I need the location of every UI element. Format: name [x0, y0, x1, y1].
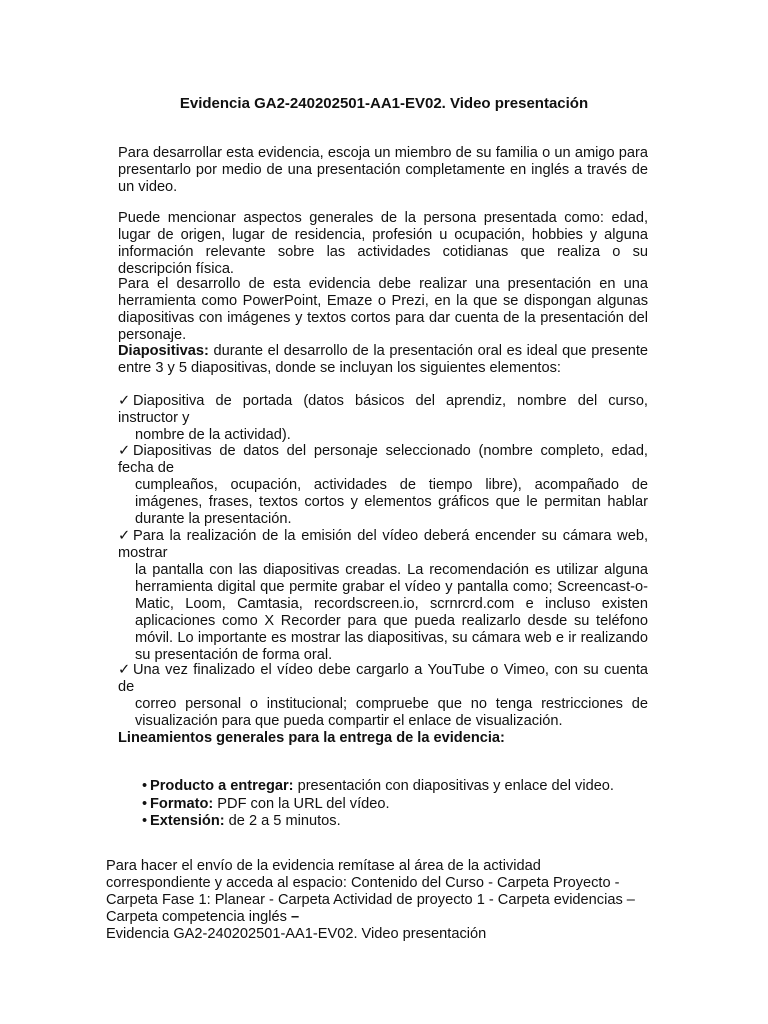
checklist-item — [118, 528, 648, 664]
checklist-item-rest: nombre de la actividad). — [135, 427, 291, 443]
checklist-item-rest: la pantalla con las diapositivas creadas. La recomendación es utilizar alguna herramienta digital que permite grabar el vídeo y pantalla como; Screencast-o-Matic, Loom, Camtasia, recordscreen.io, scrnrcrd.com e incluso existen aplicaciones como X Recorder para que pueda realizarlo desde su teléfono móvil. Lo importante es mostrar las diapositivas, su cámara web e ir realizando su presentación de forma oral. — [135, 562, 648, 663]
bullet-text: de 2 a 5 minutos. — [224, 813, 341, 829]
checklist-item-first-line: Diapositivas de datos del personaje seleccionado (nombre completo, edad, fecha de — [118, 443, 648, 476]
deliverables-list — [142, 778, 614, 831]
footer-text: Para hacer el envío de la evidencia remítase al área de la actividad correspondiente y acceda al espacio: Contenido del Curso - Carpeta Proyecto - Carpeta Fase 1: Planear - Carpeta Actividad de proyecto 1 - Carpeta evidencias – Carpeta competencia inglés — [106, 858, 635, 925]
tool-paragraph: Para el desarrollo de esta evidencia debe realizar una presentación en una herramienta como PowerPoint, Emaze o Prezi, en la que se dispongan algunas diapositivas con imágenes y textos cortos para dar cuenta de la presentación del personaje. — [118, 276, 648, 343]
diapositivas-label: Diapositivas: — [118, 343, 209, 359]
checkmark-icon: ✓ — [118, 662, 131, 678]
checklist-item-first-line: Diapositiva de portada (datos básicos del aprendiz, nombre del curso, instructor y — [118, 393, 648, 426]
diapositivas-text: durante el desarrollo de la presentación oral es ideal que presente entre 3 y 5 diapositivas, donde se incluyan los siguientes elementos: — [118, 343, 648, 376]
checklist-item — [118, 443, 648, 528]
diapositivas-paragraph — [118, 343, 648, 377]
checklist-item-rest: cumpleaños, ocupación, actividades de tiempo libre), acompañado de imágenes, frases, textos cortos y elementos gráficos que le permitan hablar durante la presentación. — [135, 477, 648, 527]
intro-paragraph: Para desarrollar esta evidencia, escoja un miembro de su familia o un amigo para presentarlo por medio de una presentación completamente en inglés a través de un video. — [118, 145, 648, 195]
list-item — [142, 813, 614, 831]
aspects-paragraph: Puede mencionar aspectos generales de la persona presentada como: edad, lugar de origen, lugar de residencia, profesión u ocupación, hobbies y alguna información relevante sobre las actividades cotidianas que realiza o su descripción física. — [118, 210, 648, 277]
bullet-icon: • — [142, 778, 148, 794]
bullet-label: Producto a entregar: — [150, 778, 294, 794]
document-title: Evidencia GA2-240202501-AA1-EV02. Video presentación — [179, 95, 589, 112]
bullet-icon: • — [142, 795, 148, 812]
bullet-label: Formato: — [150, 795, 214, 812]
footer-end: Evidencia GA2-240202501-AA1-EV02. Video presentación — [106, 926, 487, 942]
checklist-item-rest: correo personal o institucional; compruebe que no tenga restricciones de visualización para que pueda compartir el enlace de visualización. — [135, 696, 648, 729]
footer-dash: – — [290, 909, 300, 925]
checklist-item-first-line: Para la realización de la emisión del vídeo deberá encender su cámara web, mostrar — [118, 528, 648, 561]
bullet-text: presentación con diapositivas y enlace del video. — [293, 778, 614, 794]
bullet-icon: • — [142, 813, 148, 829]
list-item — [142, 796, 614, 814]
submission-instructions — [106, 858, 646, 943]
list-item — [142, 778, 614, 796]
checkmark-icon: ✓ — [118, 528, 131, 544]
bullet-text: PDF con la URL del vídeo. — [213, 795, 390, 812]
checklist-item — [118, 393, 648, 444]
checkmark-icon: ✓ — [118, 393, 131, 409]
bullet-label: Extensión: — [150, 813, 225, 829]
guidelines-heading: Lineamientos generales para la entrega de la evidencia: — [118, 730, 505, 746]
checkmark-icon: ✓ — [118, 443, 131, 459]
checklist-item — [118, 662, 648, 730]
checklist-item-first-line: Una vez finalizado el vídeo debe cargarlo a YouTube o Vimeo, con su cuenta de — [118, 662, 648, 695]
